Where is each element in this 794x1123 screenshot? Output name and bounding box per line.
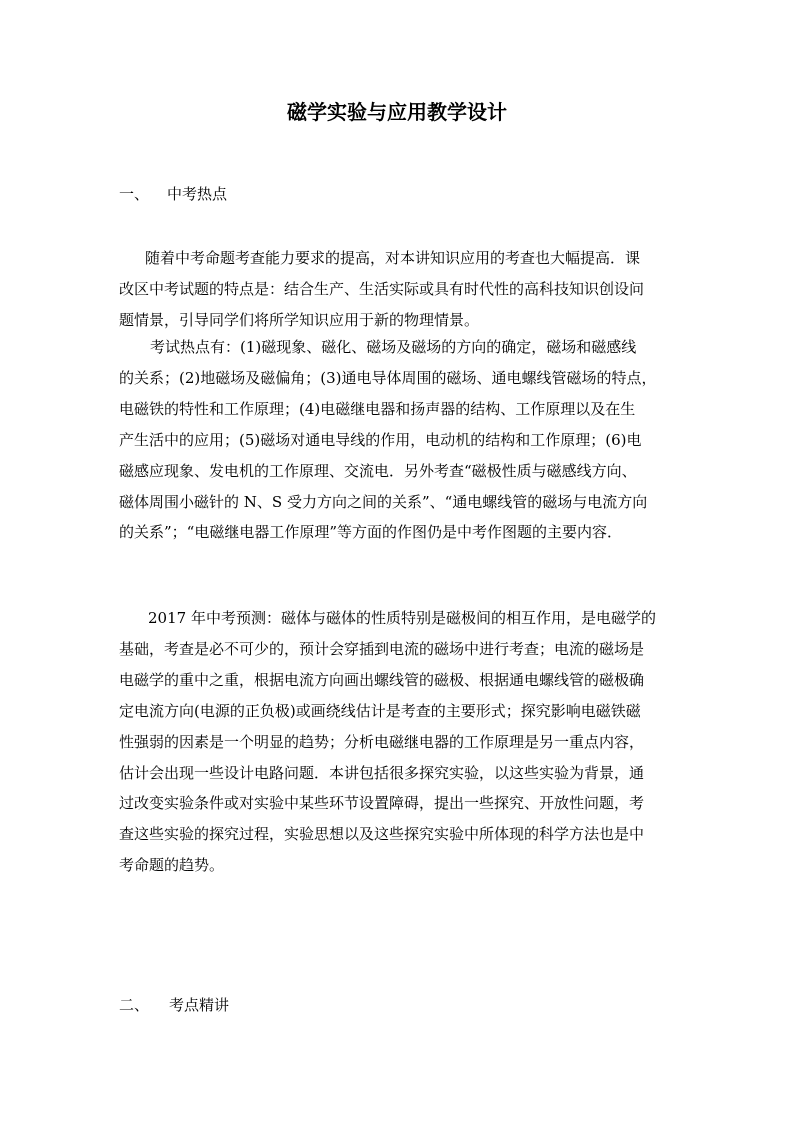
paragraph-line: 过改变实验条件或对实验中某些环节设置障碍，提出一些探究、开放性问题，考 [119, 794, 645, 813]
paragraph-line: 磁体周围小磁针的 N、S 受力方向之间的关系”、“通电螺线管的磁场与电流方向 [119, 492, 648, 511]
paragraph-line: 查这些实验的探究过程，实验思想以及这些探究实验中所体现的科学方法也是中 [119, 825, 645, 844]
paragraph-line: 2017 年中考预测：磁体与磁体的性质特别是磁极间的相互作用，是电磁学的 [148, 609, 656, 627]
section-number: 一、 [119, 185, 150, 203]
paragraph-line: 定电流方向(电源的正负极)或画绕线估计是考查的主要形式；探究影响电磁铁磁 [119, 701, 641, 720]
paragraph-line: 产生活中的应用；(5)磁场对通电导线的作用，电动机的结构和工作原理；(6)电 [119, 430, 642, 449]
paragraph-line: 考试热点有：(1)磁现象、磁化、磁场及磁场的方向的确定，磁场和磁感线 [150, 338, 637, 356]
section-heading-hot-topics [119, 183, 227, 205]
paragraph-line: 基础，考查是必不可少的，预计会穿插到电流的磁场中进行考查；电流的磁场是 [119, 639, 645, 658]
section-label: 中考热点 [167, 185, 228, 203]
paragraph-line: 的关系；(2)地磁场及磁偏角；(3)通电导体周围的磁场、通电螺线管磁场的特点， [119, 368, 657, 387]
paragraph-line: 题情景，引导同学们将所学知识应用于新的物理情景。 [119, 310, 480, 329]
paragraph-line: 随着中考命题考查能力要求的提高，对本讲知识应用的考查也大幅提高．课 [145, 249, 641, 267]
paragraph-line: 电磁铁的特性和工作原理；(4)电磁继电器和扬声器的结构、工作原理以及在生 [119, 399, 636, 418]
paragraph-line: 考命题的趋势。 [119, 856, 225, 875]
section-label: 考点精讲 [169, 996, 230, 1014]
section-number: 二、 [119, 996, 150, 1014]
paragraph-line: 性强弱的因素是一个明显的趋势；分析电磁继电器的工作原理是另一重点内容， [119, 732, 645, 751]
section-heading-key-points [119, 994, 229, 1016]
paragraph-intro [119, 243, 679, 336]
paragraph-2017-forecast [119, 603, 679, 881]
paragraph-line: 估计会出现一些设计电路问题．本讲包括很多探究实验，以这些实验为背景，通 [119, 763, 645, 782]
page-title: 磁学实验与应用教学设计 [287, 100, 507, 124]
paragraph-exam-hotspots [119, 332, 679, 548]
paragraph-line: 磁感应现象、发电机的工作原理、交流电．另外考查“磁极性质与磁感线方向、 [119, 461, 637, 480]
paragraph-line: 改区中考试题的特点是：结合生产、生活实际或具有时代性的高科技知识创设问 [119, 279, 645, 298]
paragraph-line: 电磁学的重中之重，根据电流方向画出螺线管的磁极、根据通电螺线管的磁极确 [119, 670, 645, 689]
paragraph-line: 的关系”；“电磁继电器工作原理”等方面的作图仍是中考作图题的主要内容． [119, 523, 623, 542]
